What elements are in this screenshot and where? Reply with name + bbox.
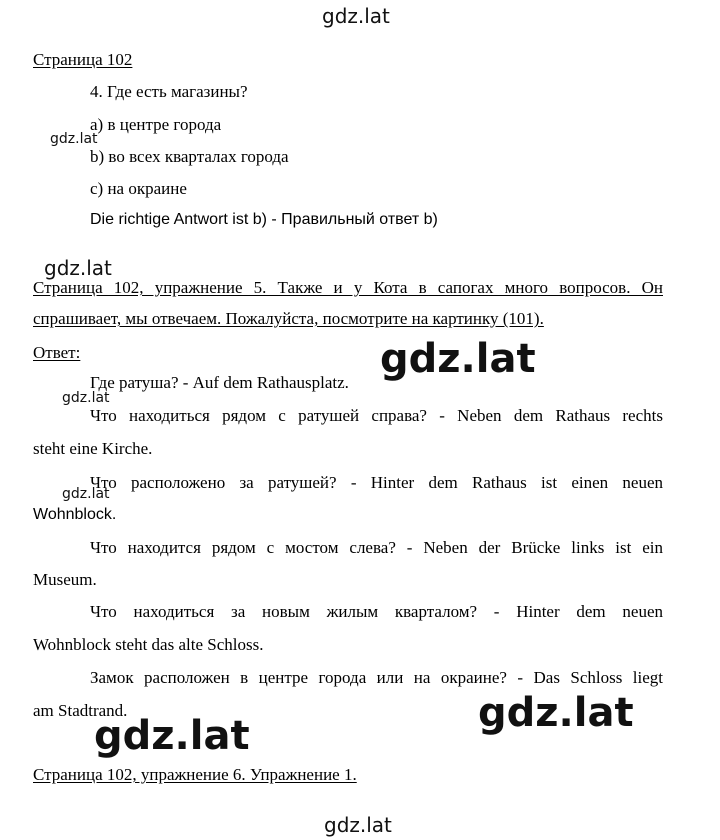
qa-6-line2: am Stadtrand. [33, 701, 128, 720]
section2-header-line1: Страница 102, упражнение 5. Также и у Кота в сапогах много вопросов. Он [33, 278, 663, 297]
watermark-top: gdz.lat [322, 4, 390, 28]
qa-5-line1: Что находиться за новым жилым кварталом? - Hinter dem neuen [90, 602, 663, 621]
watermark-small-1: gdz.lat [50, 131, 98, 147]
qa-2-line2: steht eine Kirche. [33, 439, 153, 458]
qa-5-line2: Wohnblock steht das alte Schloss. [33, 635, 264, 654]
section3-header: Страница 102, упражнение 6. Упражнение 1. [33, 765, 357, 784]
qa-2-line1: Что находиться рядом с ратушей справа? - Neben dem Rathaus rechts [90, 406, 663, 425]
watermark-mid-left: gdz.lat [44, 256, 112, 280]
section1-header: Страница 102 [33, 50, 133, 69]
watermark-bottom: gdz.lat [324, 813, 392, 837]
option-b: b) во всех кварталах города [90, 147, 289, 166]
watermark-large-1: gdz.lat [380, 336, 536, 382]
answer-label: Ответ: [33, 343, 81, 362]
watermark-large-2: gdz.lat [478, 690, 634, 736]
qa-4-line1: Что находится рядом с мостом слева? - Neben der Brücke links ist ein [90, 538, 663, 557]
correct-answer: Die richtige Antwort ist b) - Правильный ответ b) [90, 211, 438, 228]
option-c: c) на окраине [90, 179, 187, 198]
section2-header-line2: спрашивает, мы отвечаем. Пожалуйста, посмотрите на картинку (101). [33, 309, 544, 328]
qa-3-line1: Что расположено за ратушей? - Hinter dem Rathaus ist einen neuen [90, 473, 663, 492]
qa-1: Где ратуша? - Auf dem Rathausplatz. [90, 373, 349, 392]
qa-4-line2: Museum. [33, 570, 97, 589]
watermark-large-3: gdz.lat [94, 713, 254, 759]
option-a: a) в центре города [90, 115, 222, 134]
question-4: 4. Где есть магазины? [90, 82, 248, 101]
watermark-small-3: gdz.lat [62, 486, 110, 502]
qa-6-line1: Замок расположен в центре города или на окраине? - Das Schloss liegt [90, 668, 663, 687]
watermark-small-2: gdz.lat [62, 390, 110, 406]
qa-3-line2: Wohnblock. [33, 506, 117, 523]
